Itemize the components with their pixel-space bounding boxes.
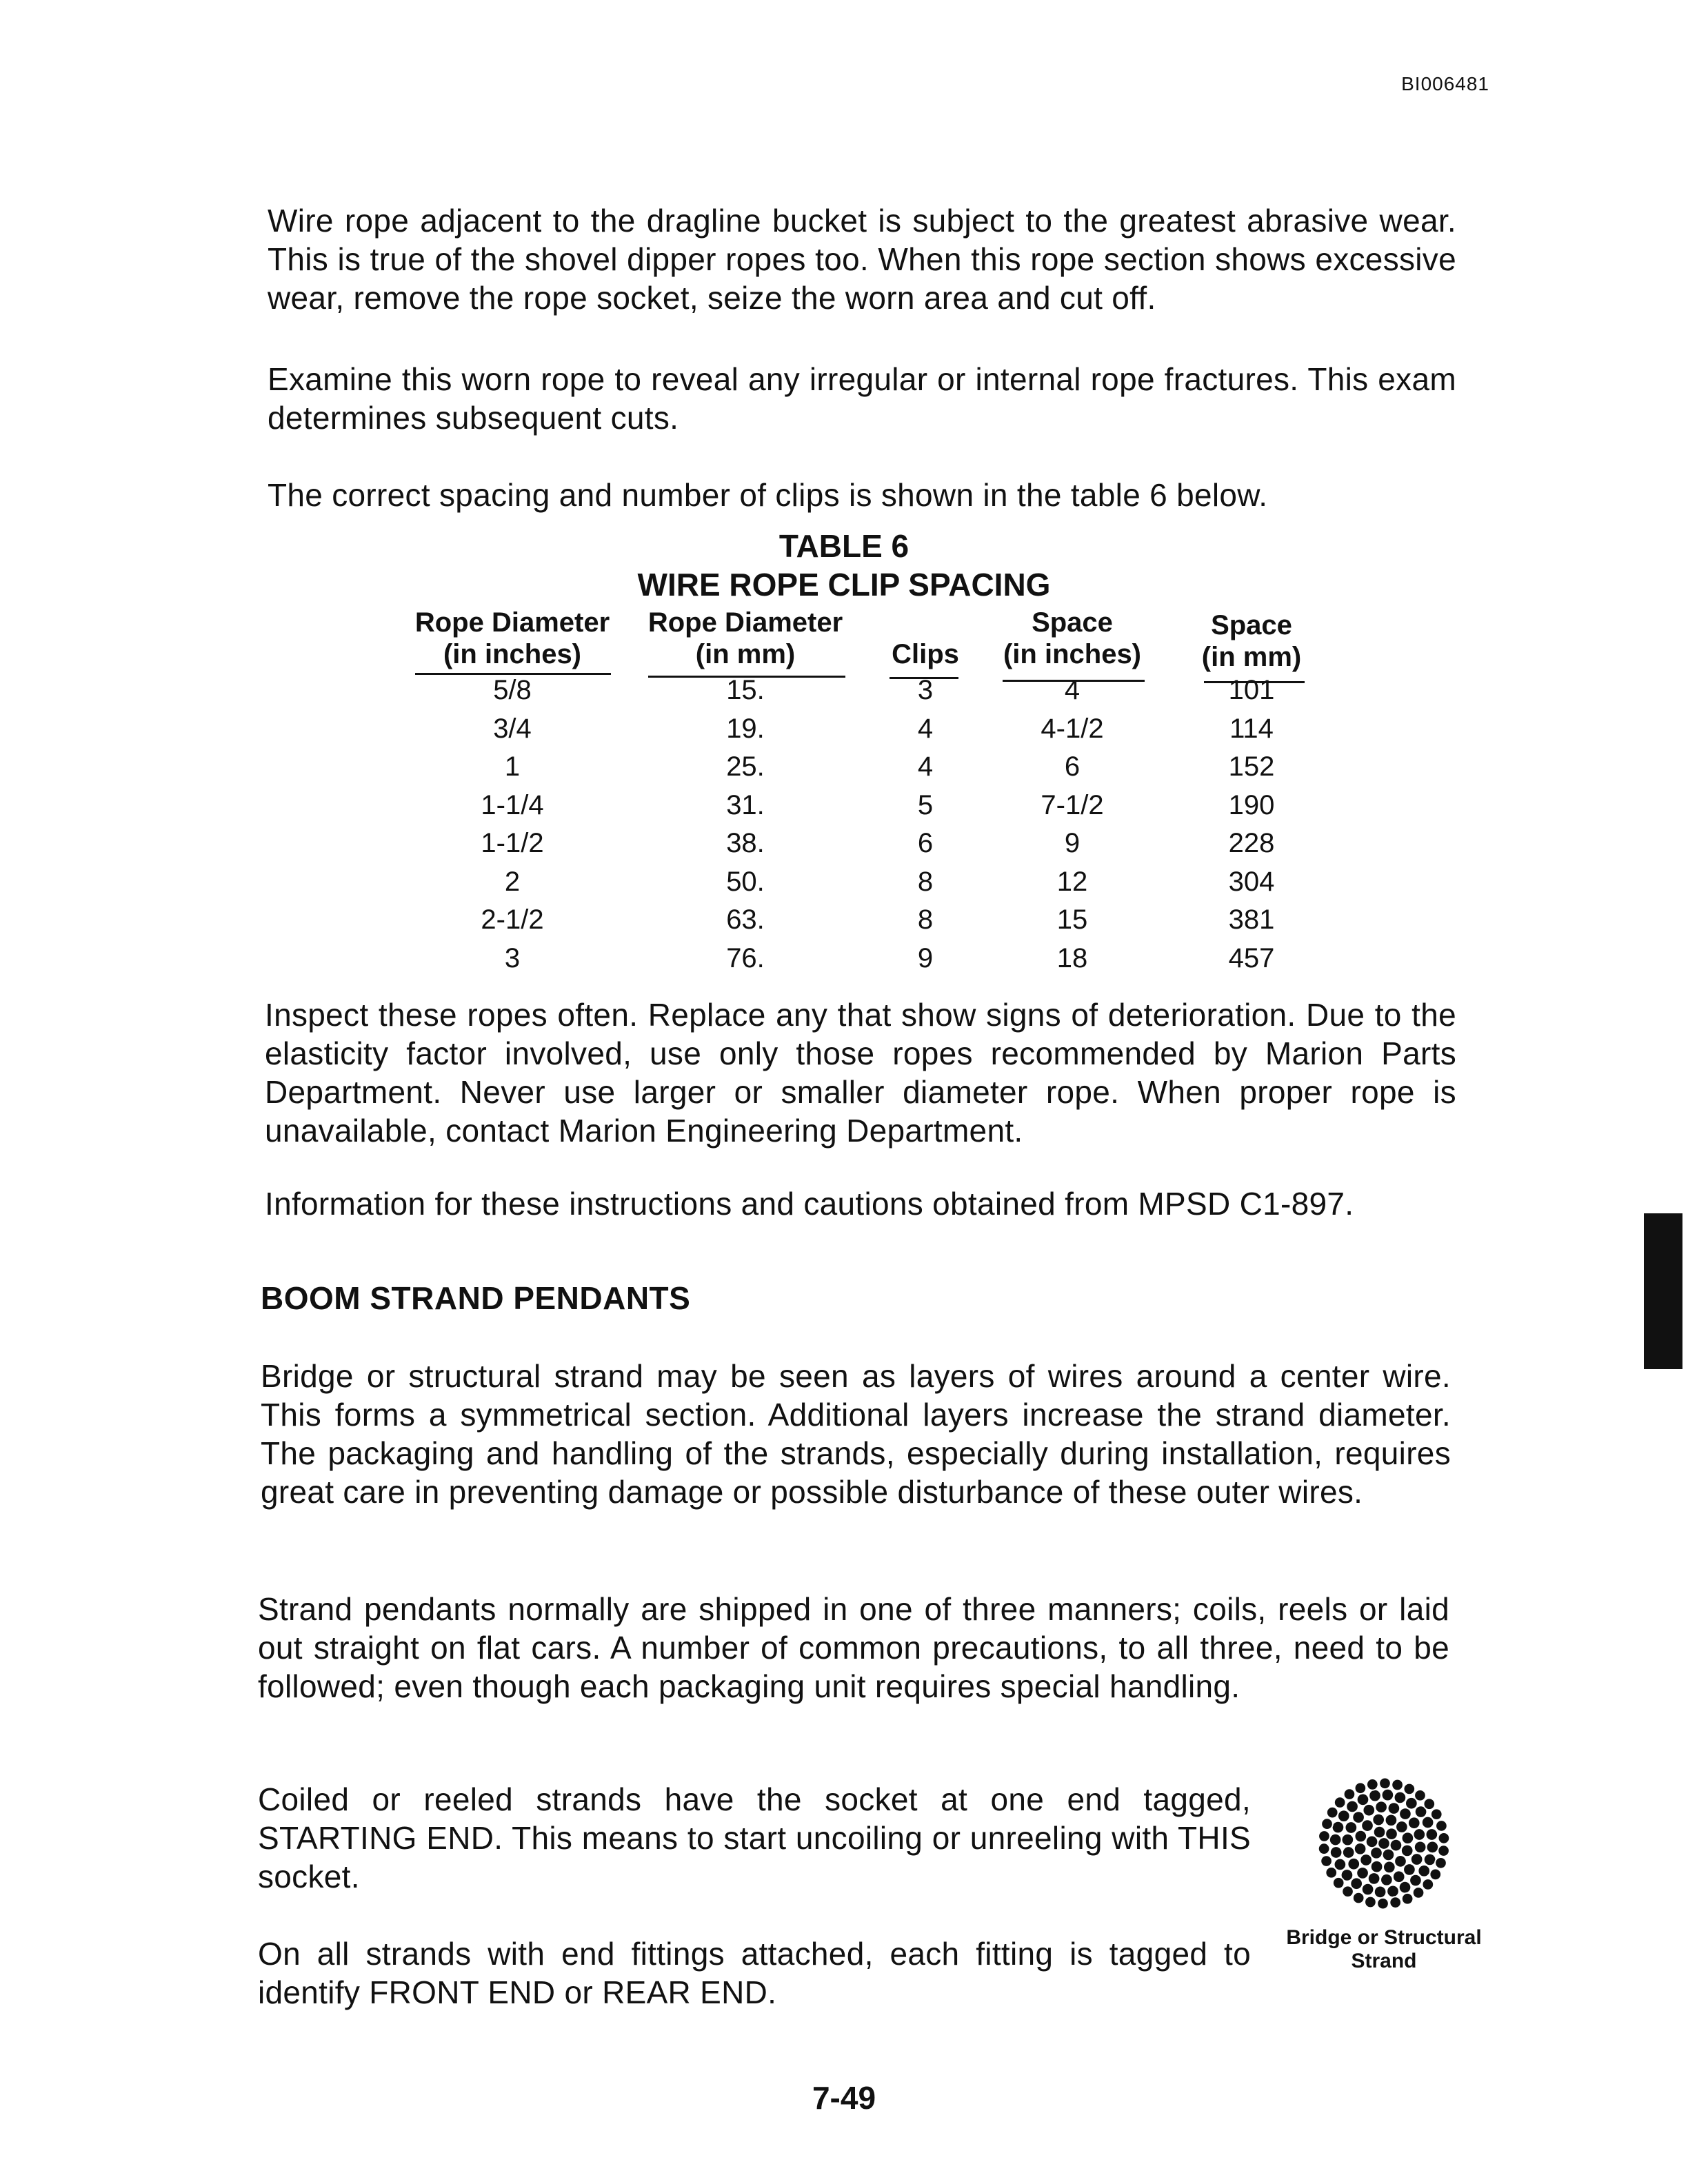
strand-wire [1380,1874,1393,1886]
cell-rope-diameter-mm: 25. [726,751,765,782]
cell-rope-diameter-mm: 76. [726,942,765,973]
strand-wire [1436,1820,1447,1832]
cell-rope-diameter-inches: 1-1/2 [481,828,544,858]
strand-wire [1333,1877,1345,1889]
strand-cross-section-icon [1316,1776,1451,1911]
cell-space-mm: 101 [1228,675,1275,705]
strand-wire [1388,1802,1400,1814]
strand-wire [1403,1783,1415,1795]
column-header-line: Rope Diameter [647,607,843,638]
strand-wire [1362,1883,1374,1896]
strand-wire [1423,1798,1435,1810]
strand-wire [1429,1869,1441,1881]
cell-rope-diameter-inches: 2-1/2 [481,904,544,935]
strand-wire [1368,1872,1380,1885]
caption-line: Strand [1351,1950,1417,1972]
cell-rope-diameter-inches: 3/4 [493,713,532,744]
cell-space-inches: 4-1/2 [1041,713,1104,744]
strand-wire [1354,1830,1367,1843]
strand-wire [1413,1828,1425,1841]
cell-space-mm: 152 [1228,751,1275,782]
strand-wire [1354,1843,1367,1855]
paragraph-coiled-strands: Coiled or reeled strands have the socket at one end tagged, STARTING END. This means to start uncoiling or unreeling with THIS socket. [258,1781,1251,1894]
column-header-line: Clips [892,639,959,669]
strand-wire [1379,1777,1391,1789]
strand-wire [1403,1863,1416,1876]
cell-clips: 9 [917,942,934,973]
strand-wire [1383,1861,1396,1874]
paragraph-bridge-strand: Bridge or structural strand may be seen as layers of wires around a center wire. This forms a symmetrical section. Additional layers increase the strand diameter. The packaging and handling of the strands, especially during installation, requires great care in preventing damage or possible disturbance of these outer wires. [261,1358,1451,1510]
cell-space-mm: 190 [1228,789,1275,820]
cell-rope-diameter-inches: 1-1/4 [481,789,544,820]
column-header-line: Rope Diameter [414,607,610,638]
strand-wire [1344,1788,1356,1800]
strand-wire [1357,1794,1369,1806]
strand-wire [1355,1782,1367,1794]
strand-wire [1431,1808,1443,1820]
cell-clips: 8 [917,904,934,935]
figure-caption [1270,1926,1498,1973]
strand-wire [1342,1885,1354,1897]
strand-wire [1318,1843,1330,1854]
strand-wire [1325,1867,1337,1879]
section-heading: BOOM STRAND PENDANTS [261,1280,691,1316]
strand-wire [1321,1818,1333,1830]
strand-wire [1367,1779,1378,1790]
strand-wire [1327,1807,1338,1819]
cell-clips: 4 [917,713,934,744]
strand-wire [1389,1897,1401,1908]
cell-rope-diameter-mm: 19. [726,713,765,744]
strand-wire [1402,1832,1414,1844]
column-header-line: (in mm) [1201,642,1302,672]
cell-space-inches: 12 [1056,866,1088,897]
cell-rope-diameter-inches: 1 [504,751,521,782]
strand-wire [1396,1821,1408,1833]
document-id: BI006481 [1401,73,1489,94]
column-header-clips [877,607,974,670]
cell-space-mm: 228 [1228,828,1275,858]
paragraph-strand-shipping: Strand pendants normally are shipped in one of three manners; coils, reels or laid out straight on flat cars. A number of common precautions, to all three, need to be followed; even though each packaging unit requires special handling. [258,1591,1449,1704]
strand-wire [1334,1797,1346,1808]
section-tab-marker [1644,1213,1682,1369]
cell-rope-diameter-inches: 2 [504,866,521,897]
strand-wire [1438,1832,1450,1844]
strand-wire [1426,1828,1438,1841]
cell-rope-diameter-inches: 5/8 [493,675,532,705]
paragraph-examine-rope: Examine this worn rope to reveal any irregular or internal rope fractures. This exam determines subsequent cuts. [268,361,1456,436]
cell-space-mm: 457 [1228,942,1275,973]
table-subtitle: WIRE ROPE CLIP SPACING [637,567,1051,603]
cell-clips: 8 [917,866,934,897]
strand-wire [1346,1801,1358,1813]
column-header-rope-diameter-mm [645,607,845,670]
caption-line: Bridge or Structural [1286,1926,1482,1949]
table-title: TABLE 6 [778,528,910,564]
cell-rope-diameter-mm: 38. [726,828,765,858]
column-header-space-inches [1001,607,1143,670]
strand-wire [1408,1817,1420,1829]
cell-clips: 6 [917,828,934,858]
cell-space-inches: 18 [1056,942,1088,973]
cell-space-inches: 4 [1064,675,1081,705]
cell-space-inches: 9 [1064,828,1081,858]
column-header-line: Space [1032,607,1113,638]
column-header-line: (in inches) [1003,639,1142,669]
cell-rope-diameter-mm: 63. [726,904,765,935]
cell-clips: 3 [917,675,934,705]
cell-space-inches: 15 [1056,904,1088,935]
strand-wire [1375,1801,1387,1813]
cell-clips: 4 [917,751,934,782]
strand-wire [1435,1857,1447,1869]
strand-wire [1353,1892,1365,1904]
paragraph-end-fittings: On all strands with end fittings attached, each fitting is tagged to identify FRONT END or REAR END. [258,1936,1251,2010]
strand-wire [1347,1858,1360,1870]
cell-space-mm: 304 [1228,866,1275,897]
page-number: 7-49 [812,2080,876,2116]
cell-space-mm: 114 [1229,713,1274,744]
paragraph-clip-spacing-intro: The correct spacing and number of clips is shown in the table 6 below. [268,477,1268,513]
strand-wire [1385,1814,1398,1826]
strand-wire [1382,1789,1394,1801]
strand-wire [1360,1854,1372,1866]
strand-wire [1345,1821,1358,1834]
strand-wire [1401,1845,1414,1857]
strand-wire [1414,1790,1426,1801]
strand-wire [1365,1897,1376,1908]
strand-wire [1372,1814,1385,1826]
column-header-space-mm [1194,609,1309,673]
cell-rope-diameter-inches: 3 [504,942,521,973]
strand-wire [1399,1881,1411,1894]
cell-rope-diameter-mm: 50. [726,866,765,897]
strand-wire [1424,1854,1436,1866]
paragraph-dragline-wear: Wire rope adjacent to the dragline bucket is subject to the greatest abrasive wear. This is true of the shovel dipper ropes too. When this rope section shows excessive wear, remove the rope socket, seize the worn area and cut off. [268,203,1456,316]
cell-rope-diameter-mm: 31. [726,789,765,820]
strand-wire [1329,1834,1342,1846]
cell-rope-diameter-mm: 15. [726,675,765,705]
column-header-line: (in mm) [695,639,796,669]
strand-wire [1438,1845,1449,1857]
strand-figure [1270,1776,1498,1973]
column-header-rope-diameter-inches [414,607,611,670]
cell-space-inches: 7-1/2 [1041,789,1104,820]
strand-wire [1391,1779,1403,1791]
strand-wire [1343,1846,1355,1859]
strand-wire [1413,1887,1425,1899]
cell-space-mm: 381 [1228,904,1275,935]
paragraph-inspect-ropes: Inspect these ropes often. Replace any that show signs of deterioration. Due to the elasticity factor involved, use only those ropes recommended by Marion Parts Department. Never use larger or smaller diameter rope. When proper rope is unavailable, contact Marion Engineering Department. [265,997,1456,1149]
strand-wire [1332,1821,1345,1834]
strand-wire [1427,1841,1439,1854]
strand-wire [1402,1893,1414,1905]
paragraph-information-source: Information for these instructions and cautions obtained from MPSD C1-897. [265,1186,1354,1222]
strand-wire [1411,1853,1423,1866]
column-header-line [877,607,974,638]
strand-wire [1387,1885,1399,1898]
cell-clips: 5 [917,789,934,820]
strand-wire [1352,1811,1365,1823]
strand-wire [1422,1879,1434,1890]
column-header-line: (in inches) [443,639,582,669]
strand-wire [1409,1874,1422,1887]
strand-wire [1318,1830,1330,1842]
strand-wire [1377,1898,1389,1910]
strand-wire [1320,1855,1332,1867]
strand-wire [1374,1826,1386,1839]
strand-wire [1383,1849,1395,1861]
strand-wire [1330,1846,1343,1859]
strand-wire [1371,1861,1383,1873]
strand-wire [1342,1834,1354,1846]
strand-wire [1394,1792,1407,1804]
cell-space-inches: 6 [1064,751,1081,782]
strand-wire [1414,1841,1427,1854]
strand-wire [1369,1790,1381,1802]
strand-wire [1374,1886,1387,1899]
column-header-line: Space [1211,610,1292,640]
